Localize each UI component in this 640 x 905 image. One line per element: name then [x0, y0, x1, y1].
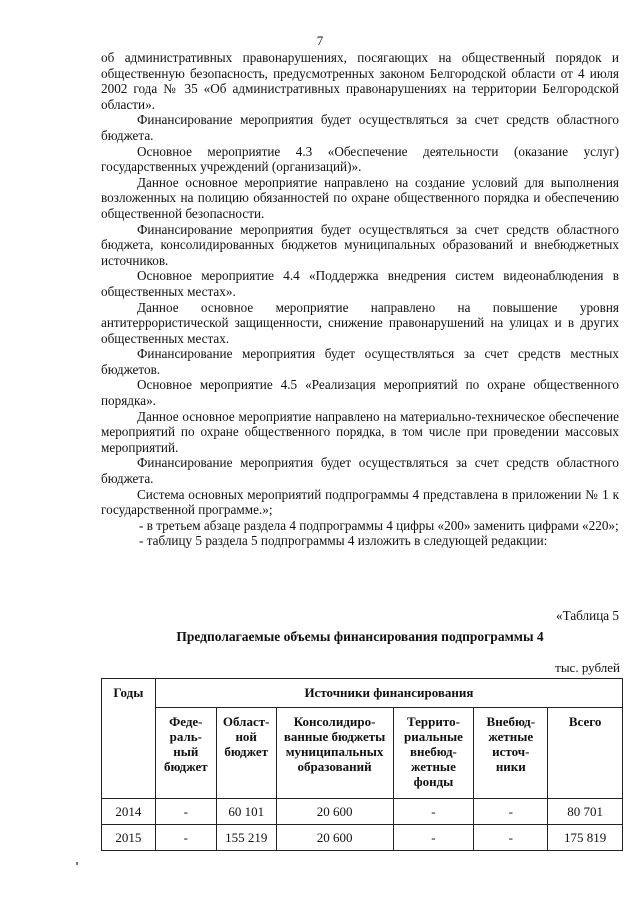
- table-row: [102, 825, 623, 851]
- financing-table: [101, 678, 623, 851]
- table-cell: -: [155, 799, 216, 825]
- paragraph: Основное мероприятие 4.3 «Обеспечение деятельности (оказание услуг) государственных учреждений (организаций)».: [101, 143, 619, 175]
- paragraph: Финансирование мероприятия будет осуществляться за счет средств местных бюджетов.: [101, 346, 619, 377]
- years-header: Годы: [102, 679, 156, 799]
- year-cell: 2015: [102, 825, 156, 851]
- column-header-federal: Феде- раль- ный бюджет: [155, 708, 216, 799]
- column-header-extrabudgetary: Внебюд- жетные источ- ники: [474, 708, 548, 799]
- column-header-regional: Област- ной бюджет: [216, 708, 276, 799]
- table-header-row: [102, 679, 623, 708]
- year-cell: 2014: [102, 799, 156, 825]
- column-header-territorial-funds: Террито- риальные внебюд- жетные фонды: [393, 708, 474, 799]
- scan-speck: [76, 862, 78, 865]
- table-label: «Таблица 5: [556, 608, 619, 623]
- table-cell: -: [393, 825, 474, 851]
- sources-header: Источники финансирования: [155, 679, 622, 708]
- paragraph: Основное мероприятие 4.4 «Поддержка внедрения систем видеонаблюдения в общественных местах».: [101, 268, 619, 299]
- table-cell: 80 701: [548, 799, 623, 825]
- table-cell: -: [155, 825, 216, 851]
- paragraph: Система основных мероприятий подпрограммы 4 представлена в приложении № 1 к государственной программе.»;: [101, 486, 619, 518]
- paragraph: Финансирование мероприятия будет осуществляться за счет средств областного бюджета, консолидированных бюджетов муниципальных образований и внебюджетных источников.: [101, 221, 619, 268]
- paragraph: Финансирование мероприятия будет осуществляться за счет средств областного бюджета.: [101, 112, 619, 143]
- column-header-total: Всего: [548, 708, 623, 799]
- table-cell: 60 101: [216, 799, 276, 825]
- units-label: тыс. рублей: [555, 660, 620, 675]
- table-cell: -: [393, 799, 474, 825]
- table-cell: -: [474, 825, 548, 851]
- table-cell: -: [474, 799, 548, 825]
- paragraph: Основное мероприятие 4.5 «Реализация мероприятий по охране общественного порядка».: [101, 377, 619, 409]
- column-header-municipal: Консолидиро- ванные бюджеты муниципальных образований: [276, 708, 393, 799]
- paragraph: Данное основное мероприятие направлено на повышение уровня антитеррористической защищенности, снижение правонарушений на улицах и в других общественных местах.: [101, 299, 619, 346]
- table-cell: 20 600: [276, 825, 393, 851]
- page-number: 7: [316, 33, 324, 48]
- amendment-item: - таблицу 5 раздела 5 подпрограммы 4 изложить в следующей редакции:: [139, 533, 548, 549]
- amendment-item: - в третьем абзаце раздела 4 подпрограммы 4 цифры «200» заменить цифрами «220»;: [139, 517, 619, 533]
- document-body: [101, 50, 619, 549]
- paragraph: Финансирование мероприятия будет осуществляться за счет средств областного бюджета.: [101, 455, 619, 487]
- paragraph: Данное основное мероприятие направлено на материально-техническое обеспечение мероприятий по охране общественного порядка, в том числе при проведении массовых мероприятий.: [101, 408, 619, 455]
- table-row: [102, 799, 623, 825]
- table-cell: 20 600: [276, 799, 393, 825]
- table-subheader-row: [102, 708, 623, 799]
- table-cell: 155 219: [216, 825, 276, 851]
- table-title: Предполагаемые объемы финансирования подпрограммы 4: [176, 629, 544, 644]
- paragraph: об административных правонарушениях, посягающих на общественный порядок и общественную безопасность, предусмотренных законом Белгородской области от 4 июля 2002 года № 35 «Об административных правонарушениях на территории Белгородской области».: [101, 50, 619, 112]
- table-cell: 175 819: [548, 825, 623, 851]
- paragraph: Данное основное мероприятие направлено на создание условий для выполнения возложенных на полицию обязанностей по охране общественного порядка и обеспечению общественной безопасности.: [101, 174, 619, 221]
